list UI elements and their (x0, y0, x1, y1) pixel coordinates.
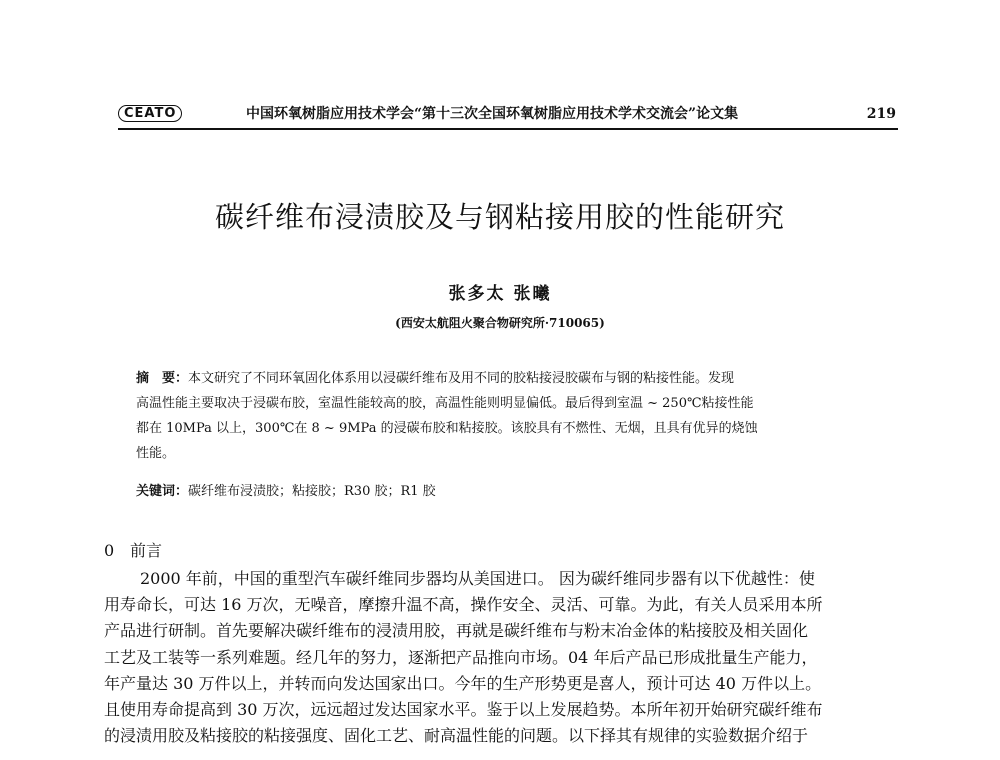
section-heading (104, 540, 162, 562)
body-line: 产品进行研制。首先要解决碳纤维布的浸渍用胶，再就是碳纤维布与粉末冶金体的粘接胶及相关固化 (104, 621, 809, 641)
abstract (136, 366, 876, 466)
abstract-line (136, 366, 876, 391)
section-title: 前言 (130, 541, 163, 560)
body-line: 工艺及工装等一系列难题。经几年的努力，逐渐把产品推向市场。04 年后产品已形成批量生产能力， (104, 647, 818, 667)
conference-logo: CEATO (118, 105, 182, 122)
body-line: 且使用寿命提高到 30 万次，远远超过发达国家水平。鉴于以上发展趋势。本所年初开始研究碳纤维布 (104, 700, 823, 720)
page-number: 219 (866, 106, 896, 122)
keywords-label: 关键词： (136, 484, 189, 499)
abstract-line: 都在 10MPa 以上，300℃在 8 ~ 9MPa 的浸碳布胶和粘接胶。该胶具有不燃性、无烟，且具有优异的烧蚀 (136, 421, 758, 436)
section-number: 0 (104, 541, 115, 560)
abstract-label: 摘 要： (136, 371, 189, 386)
keywords (136, 482, 436, 502)
body-line: 2000 年前，中国的重型汽车碳纤维同步器均从美国进口。 因为碳纤维同步器有以下优越性：使 (140, 569, 815, 588)
affiliation: (西安太航阻火聚合物研究所·710065) (395, 316, 605, 330)
body-line: 年产量达 30 万件以上，并转而向发达国家出口。今年的生产形势更是喜人，预计可达 40 万件以上。 (104, 673, 822, 693)
paper-title: 碳纤维布浸渍胶及与钢粘接用胶的性能研究 (214, 200, 785, 234)
body-line: 的浸渍用胶及粘接胶的粘接强度、固化工艺、耐高温性能的问题。以下择其有规律的实验数据介绍于 (104, 726, 809, 746)
journal-title: 中国环氧树脂应用技术学会“第十三次全国环氧树脂应用技术学术交流会”论文集 (246, 106, 739, 122)
body-text (104, 566, 904, 749)
abstract-line: 性能。 (136, 446, 176, 461)
body-line: 用寿命长，可达 16 万次，无噪音，摩擦升温不高，操作安全、灵活、可靠。为此，有关人员采用本所 (104, 595, 823, 615)
abstract-line: 高温性能主要取决于浸碳布胶，室温性能较高的胶，高温性能则明显偏低。最后得到室温 ~ 250℃粘接性能 (136, 396, 754, 411)
running-header (118, 104, 898, 130)
abstract-text: 本文研究了不同环氧固化体系用以浸碳纤维布及用不同的胶粘接浸胶碳布与钢的粘接性能。发现 (188, 371, 735, 386)
authors: 张多太 张曦 (448, 284, 552, 304)
keywords-text: 碳纤维布浸渍胶；粘接胶；R30 胶；R1 胶 (188, 484, 436, 499)
